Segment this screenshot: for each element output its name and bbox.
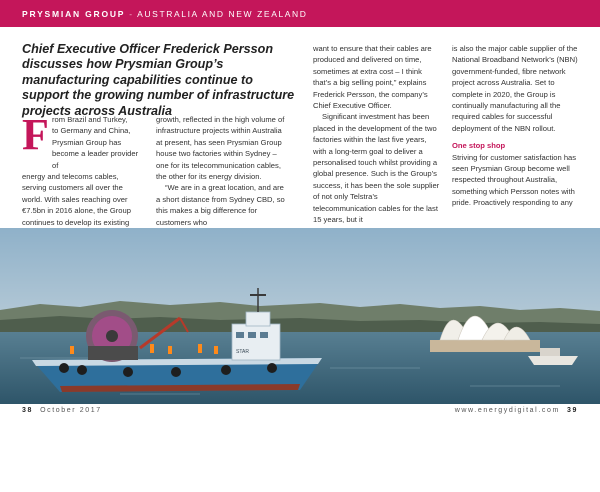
header-title [22,9,308,19]
footer-left [22,407,102,414]
article-headline: Chief Executive Officer Frederick Persson discusses how Prysmian Group’s manufacturing capabilities continue to support the growing number of infrastructure projects across Australia [22,42,295,118]
column-4-paragraph-1: is also the major cable supplier of the National Broadband Network’s (NBN) government-funded, fibre network project across Australia. Set to complete in 2020, the Group is continually manufacturing all the required cables for successful deployment of the NBN rollout. [452,44,578,133]
boat-label: STAR [236,349,249,355]
harbour-photo-illustration [0,228,600,404]
drop-cap: F [22,110,49,159]
brand-name: PRYSMIAN GROUP [22,9,126,19]
article-column-4 [452,43,582,209]
column-2-paragraph-2: “We are in a great location, and are a short distance from Sydney CBD, so this makes a big difference for customers who [156,183,285,227]
column-4-paragraph-2: Striving for customer satisfaction has seen Prysmian Group become well respected throughout Australia, something which Persson notes with pride. Proactively responding to any [452,152,577,208]
section-subheading: One stop shop [452,141,506,151]
article-column-3 [313,43,441,226]
dropcap-line: rom Brazil and Turkey, [52,115,128,124]
footer-right [455,407,578,414]
column-3-paragraph-2: Significant investment has been placed in the development of the two factories within the last five years, with a long-term goal to deliver a personalised touch whilst providing a global presence. Such is the Group’s success, it has been the sole supplier of not only Telstra’s telecommunication cables for the last 15 years, but it [313,112,440,225]
photo-caption: 1st underwater optical fibre cable laid in Sydney Harbour 2015 [462,471,586,491]
article-column-2 [156,114,286,228]
header-region: AUSTRALIA AND NEW ZEALAND [137,9,308,19]
column-2-paragraph-1: growth, reflected in the high volume of infrastructure projects within Australia at present, has seen Prysmian Group house two factories within Sydney – one for its telecommunication cables, the other for its energy division. [156,115,285,182]
right-page-number: 39 [567,407,578,414]
dropcap-line: to Germany and China, [52,126,131,136]
dropcap-line: Prysmian Group has [52,137,122,147]
column-1-paragraph: energy and telecoms cables, serving customers all over the world. With sales reaching over €7.5bn in 2016 alone, the Group continues to develop its existing [22,172,131,227]
left-page-number: 38 [22,407,33,414]
dropcap-line: become a leader provider of [52,149,139,170]
column-3-paragraph-1: want to ensure that their cables are produced and delivered on time, sometimes at extra cost – I think that’s a big selling point,” explains Frederick Persson, the company’s Chief Executive Officer. [313,44,432,111]
website-link[interactable]: www.energydigital.com [454,407,560,414]
issue-date: October 2017 [40,407,102,414]
header-separator: - [125,9,138,19]
